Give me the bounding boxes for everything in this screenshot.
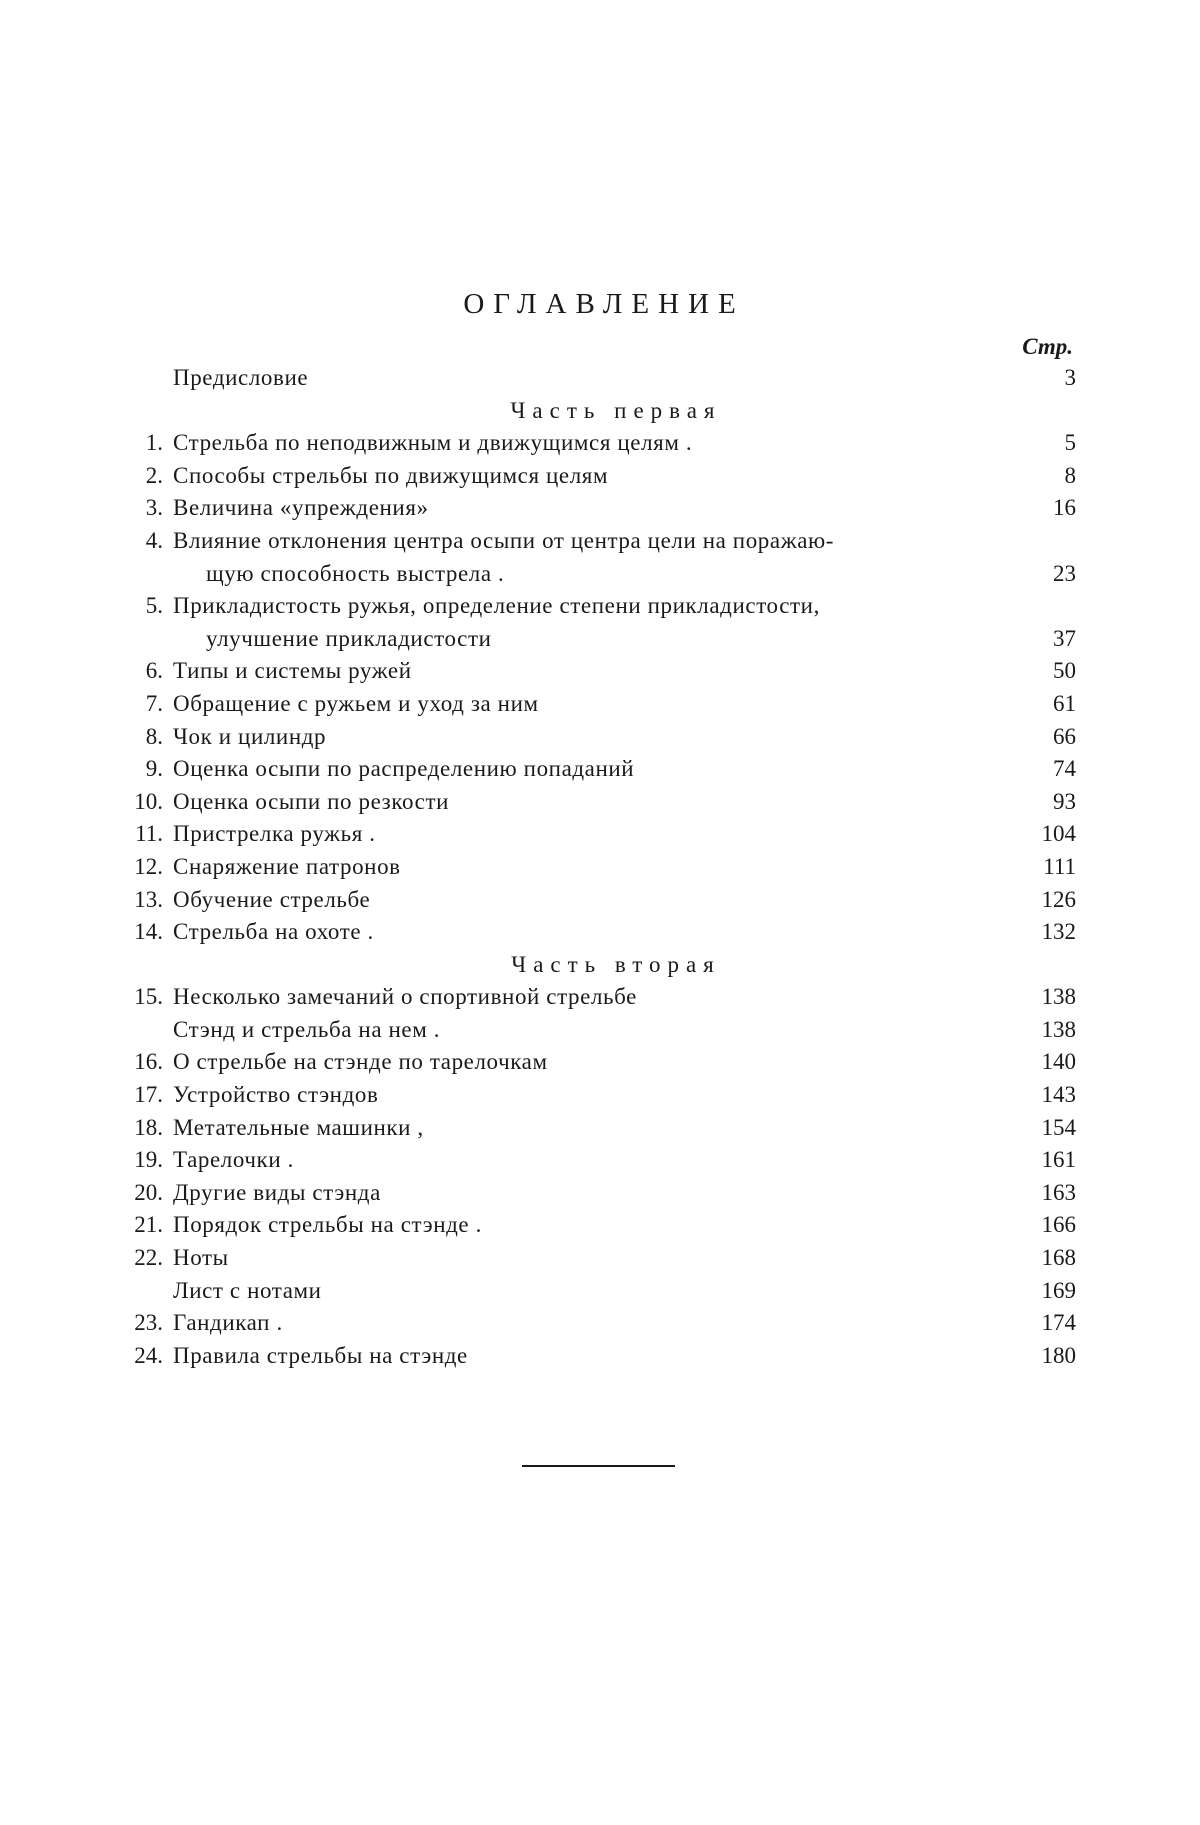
toc-entry-title: Гандикап . <box>173 1310 283 1336</box>
toc-entry <box>118 1307 1076 1340</box>
toc-entry-preface <box>118 362 1076 395</box>
toc-entry-title: Величина «упреждения» <box>173 495 429 521</box>
toc-entry-number: 2. <box>145 462 163 488</box>
toc-entry-number: 17. <box>134 1082 163 1108</box>
toc-entry-title: Обучение стрельбе <box>173 886 371 912</box>
toc-entry-page: 111 <box>1043 853 1076 879</box>
toc-entry-page: 154 <box>1041 1114 1076 1140</box>
toc-entry-number: 23. <box>134 1310 163 1336</box>
part-one-heading: Часть первая <box>510 397 722 423</box>
toc-entry-page: 166 <box>1041 1212 1076 1238</box>
toc-entry <box>118 590 1076 655</box>
toc-entry-page: 169 <box>1041 1277 1076 1303</box>
toc-entry-title: Оценка осыпи по распределению попаданий <box>173 756 635 782</box>
toc-entry <box>118 1144 1076 1177</box>
toc-entry-title-block <box>173 590 1076 655</box>
toc-entry <box>118 1079 1076 1112</box>
toc-entry-page: 174 <box>1041 1310 1076 1336</box>
toc-entry-number: 8. <box>145 723 163 749</box>
toc-entry-title-continuation: щую способность выстрела . <box>206 560 505 586</box>
toc-entry <box>118 884 1076 917</box>
toc-entry-title: Метательные машинки , <box>173 1114 424 1140</box>
toc-entry-page: 61 <box>1053 690 1076 716</box>
closing-rule <box>522 1465 675 1467</box>
toc-entry-title: Типы и системы ружей <box>173 658 412 684</box>
toc-heading: ОГЛАВЛЕНИЕ <box>463 288 745 320</box>
toc-entry-title: Несколько замечаний о спортивной стрельбе <box>173 984 637 1010</box>
toc-entry-page: 161 <box>1041 1147 1076 1173</box>
toc-entry-number: 5. <box>145 593 163 619</box>
toc-entry <box>118 818 1076 851</box>
toc-entry <box>118 1340 1076 1373</box>
toc-entry-page: 163 <box>1041 1179 1076 1205</box>
toc-entry-number: 20. <box>134 1179 163 1205</box>
toc-entry <box>118 786 1076 819</box>
toc-entry <box>118 1209 1076 1242</box>
toc-entry-title: Стрельба по неподвижным и движущимся целям . <box>173 430 693 456</box>
toc-entry <box>118 1242 1076 1275</box>
toc-entry <box>118 753 1076 786</box>
toc-entry <box>118 427 1076 460</box>
toc-list <box>118 362 1076 1372</box>
toc-entry-page: 66 <box>1053 723 1076 749</box>
toc-entry-title: Обращение с ружьем и уход за ним <box>173 690 539 716</box>
toc-entry-page: 3 <box>1064 365 1076 390</box>
toc-entry-page: 168 <box>1041 1245 1076 1271</box>
toc-entry-title: Правила стрельбы на стэнде <box>173 1342 468 1368</box>
toc-entry-number: 6. <box>145 658 163 684</box>
toc-entry-title: Способы стрельбы по движущимся целям <box>173 462 609 488</box>
toc-entry-page: 104 <box>1041 821 1076 847</box>
toc-entry-title: О стрельбе на стэнде по тарелочкам <box>173 1049 548 1075</box>
toc-entry-page: 50 <box>1053 658 1076 684</box>
toc-entry-title: Другие виды стэнда <box>173 1179 381 1205</box>
toc-entry-number: 14. <box>134 919 163 945</box>
toc-entry-page: 93 <box>1053 788 1076 814</box>
toc-entry-page: 23 <box>1053 560 1076 586</box>
toc-entry-title: Снаряжение патронов <box>173 853 401 879</box>
pages-column-label: Стр. <box>1022 334 1073 359</box>
toc-entry-number: 16. <box>134 1049 163 1075</box>
toc-entry <box>118 525 1076 590</box>
toc-entry-number: 18. <box>134 1114 163 1140</box>
toc-entry <box>118 916 1076 949</box>
toc-entry-title: Тарелочки . <box>173 1147 294 1173</box>
toc-entry-number: 3. <box>145 495 163 521</box>
toc-entry <box>118 1014 1076 1047</box>
toc-entry-title: Лист с нотами <box>173 1277 322 1303</box>
toc-entry-number: 10. <box>134 788 163 814</box>
toc-entry-title: Чок и цилиндр <box>173 723 327 749</box>
toc-entry-title: Стэнд и стрельба на нем . <box>173 1016 441 1042</box>
toc-entry-title-continuation: улучшение прикладистости <box>206 625 492 651</box>
toc-entry <box>118 655 1076 688</box>
toc-entry <box>118 492 1076 525</box>
toc-entry-page: 126 <box>1041 886 1076 912</box>
toc-entry-number: 4. <box>145 527 163 553</box>
toc-entry-page: 37 <box>1053 625 1076 651</box>
toc-entry-page: 143 <box>1041 1082 1076 1108</box>
toc-entry-page: 16 <box>1053 495 1076 521</box>
toc-entry <box>118 460 1076 493</box>
toc-entry-page: 138 <box>1041 984 1076 1010</box>
toc-entry-page: 5 <box>1064 430 1076 456</box>
toc-entry-title: Порядок стрельбы на стэнде . <box>173 1212 482 1238</box>
toc-entry <box>118 1112 1076 1145</box>
toc-entry <box>118 721 1076 754</box>
toc-entry-title: Прикладистость ружья, определение степени прикладистости, <box>173 593 820 619</box>
toc-entry <box>118 1177 1076 1210</box>
toc-entry <box>118 1275 1076 1308</box>
toc-entry-page: 138 <box>1041 1016 1076 1042</box>
toc-entry-title: Пристрелка ружья . <box>173 821 376 847</box>
toc-entry-number: 15. <box>134 984 163 1010</box>
toc-entry-title: Оценка осыпи по резкости <box>173 788 450 814</box>
toc-entry-page: 132 <box>1041 919 1076 945</box>
toc-entry <box>118 851 1076 884</box>
toc-entry-title-block <box>173 525 1076 590</box>
toc-entry-title: Ноты <box>173 1245 229 1271</box>
toc-entry-number: 12. <box>134 853 163 879</box>
toc-entry-number: 9. <box>145 756 163 782</box>
toc-entry-page: 140 <box>1041 1049 1076 1075</box>
toc-entry-number: 21. <box>134 1212 163 1238</box>
toc-entry-number: 19. <box>134 1147 163 1173</box>
toc-entry <box>118 688 1076 721</box>
part-two-heading: Часть вторая <box>511 951 721 977</box>
toc-entry-title: Устройство стэндов <box>173 1082 379 1108</box>
toc-entry-page: 74 <box>1053 756 1076 782</box>
toc-entry-page: 180 <box>1041 1342 1076 1368</box>
toc-entry-number: 13. <box>134 886 163 912</box>
toc-entry-title: Влияние отклонения центра осыпи от центра цели на поражаю- <box>173 527 835 553</box>
toc-entry-number: 7. <box>145 690 163 716</box>
toc-entry-title: Стрельба на охоте . <box>173 919 374 945</box>
toc-entry-number: 24. <box>134 1342 163 1368</box>
toc-entry <box>118 981 1076 1014</box>
toc-entry-title: Предисловие <box>173 365 309 390</box>
toc-entry-page: 8 <box>1064 462 1076 488</box>
toc-entry-number: 22. <box>134 1245 163 1271</box>
toc-entry-number: 1. <box>145 430 163 456</box>
toc-entry <box>118 1046 1076 1079</box>
toc-entry-number: 11. <box>135 821 163 847</box>
